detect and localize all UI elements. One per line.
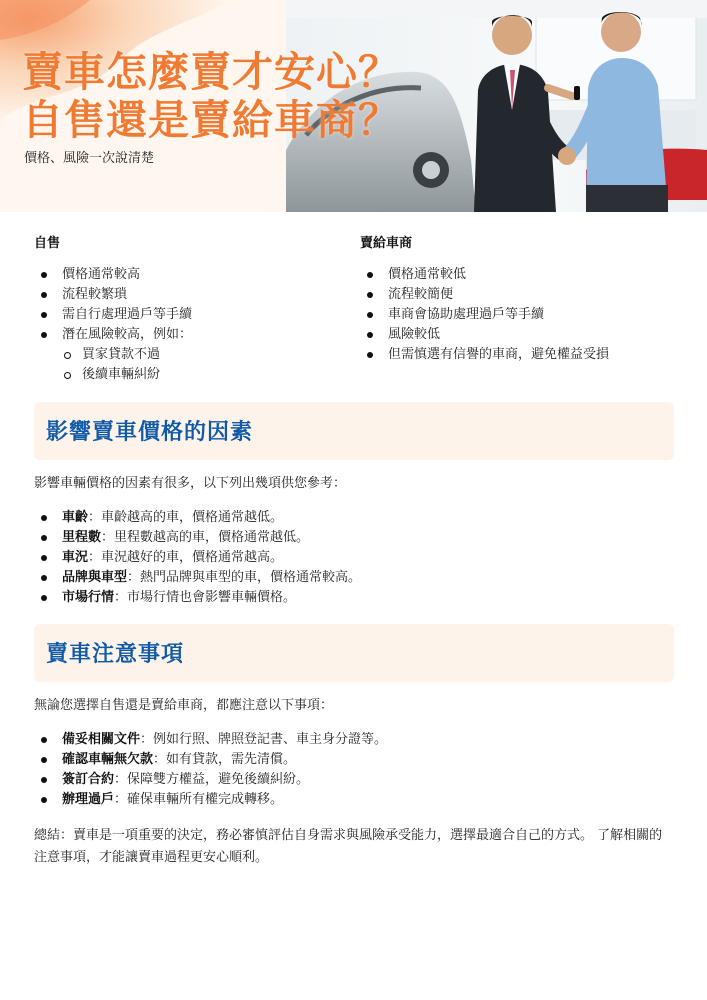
risk-sub-list — [62, 345, 354, 385]
factor-term: 車況 — [62, 550, 89, 565]
list-item: 需自行處理過戶等手續 — [34, 305, 354, 325]
note-term: 辦理過戶 — [62, 792, 115, 807]
hero-header — [0, 0, 707, 212]
factor-desc: ：車齡越高的車，價格通常越低。 — [88, 510, 284, 525]
list-item: 價格通常較低 — [360, 265, 680, 285]
self-sale-list — [34, 265, 354, 385]
self-sale-column — [34, 232, 354, 385]
note-term: 備妥相關文件 — [62, 732, 141, 747]
list-item — [34, 325, 354, 385]
list-item — [34, 528, 674, 548]
note-desc: ：確保車輛所有權完成轉移。 — [114, 792, 284, 807]
note-desc: ：如有貸款，需先清償。 — [153, 752, 297, 767]
sub-list-item: 後續車輛糾紛 — [62, 365, 354, 385]
notes-heading: 賣車注意事項 — [46, 642, 185, 667]
list-item — [34, 548, 674, 568]
page-title-line-1: 賣車怎麼賣才安心？ — [22, 48, 400, 96]
list-item: 流程較繁瑣 — [34, 285, 354, 305]
factors-list — [34, 508, 674, 608]
conclusion-paragraph: 總結：賣車是一項重要的決定，務必審慎評估自身需求與風險承受能力，選擇最適合自己的方式。 了解相關的注意事項，才能讓賣車過程更安心順利。 — [34, 828, 663, 865]
factor-desc: ：車況越好的車，價格通常越高。 — [88, 550, 284, 565]
list-item — [34, 568, 674, 588]
list-item: 流程較簡便 — [360, 285, 680, 305]
dealer-heading: 賣給車商 — [360, 236, 413, 251]
notes-intro: 無論您選擇自售還是賣給車商，都應注意以下事項： — [34, 698, 334, 713]
factor-term: 市場行情 — [62, 590, 115, 605]
list-item — [34, 790, 674, 810]
list-item — [34, 508, 674, 528]
note-term: 確認車輛無欠款 — [62, 752, 154, 767]
list-item-text: 潛在風險較高，例如： — [62, 327, 193, 342]
factor-desc: ：熱門品牌與車型的車，價格通常較高。 — [127, 570, 362, 585]
page-title-line-2: 自售還是賣給車商？ — [22, 96, 400, 144]
factor-desc: ：市場行情也會影響車輛價格。 — [114, 590, 297, 605]
list-item — [34, 770, 674, 790]
notes-banner — [34, 624, 674, 682]
note-term: 簽訂合約 — [62, 772, 115, 787]
list-item — [34, 750, 674, 770]
notes-list — [34, 730, 674, 810]
factor-desc: ：里程數越高的車，價格通常越低。 — [101, 530, 310, 545]
self-sale-heading: 自售 — [34, 236, 61, 251]
factor-term: 品牌與車型 — [62, 570, 128, 585]
dealer-list — [360, 265, 680, 365]
list-item — [34, 730, 674, 750]
sub-list-item: 買家貸款不過 — [62, 345, 354, 365]
list-item — [34, 588, 674, 608]
factors-intro: 影響車輛價格的因素有很多，以下列出幾項供您參考： — [34, 476, 347, 491]
note-desc: ：保障雙方權益，避免後續糾紛。 — [114, 772, 310, 787]
dealer-column — [360, 232, 680, 365]
list-item: 風險較低 — [360, 325, 680, 345]
factors-banner — [34, 402, 674, 460]
list-item: 車商會協助處理過戶等手續 — [360, 305, 680, 325]
list-item: 但需慎選有信譽的車商，避免權益受損 — [360, 345, 680, 365]
factors-heading: 影響賣車價格的因素 — [46, 420, 254, 445]
page-subtitle: 價格、風險一次說清楚 — [24, 151, 155, 166]
factor-term: 車齡 — [62, 510, 89, 525]
note-desc: ：例如行照、牌照登記書、車主身分證等。 — [140, 732, 388, 747]
list-item: 價格通常較高 — [34, 265, 354, 285]
factor-term: 里程數 — [62, 530, 102, 545]
